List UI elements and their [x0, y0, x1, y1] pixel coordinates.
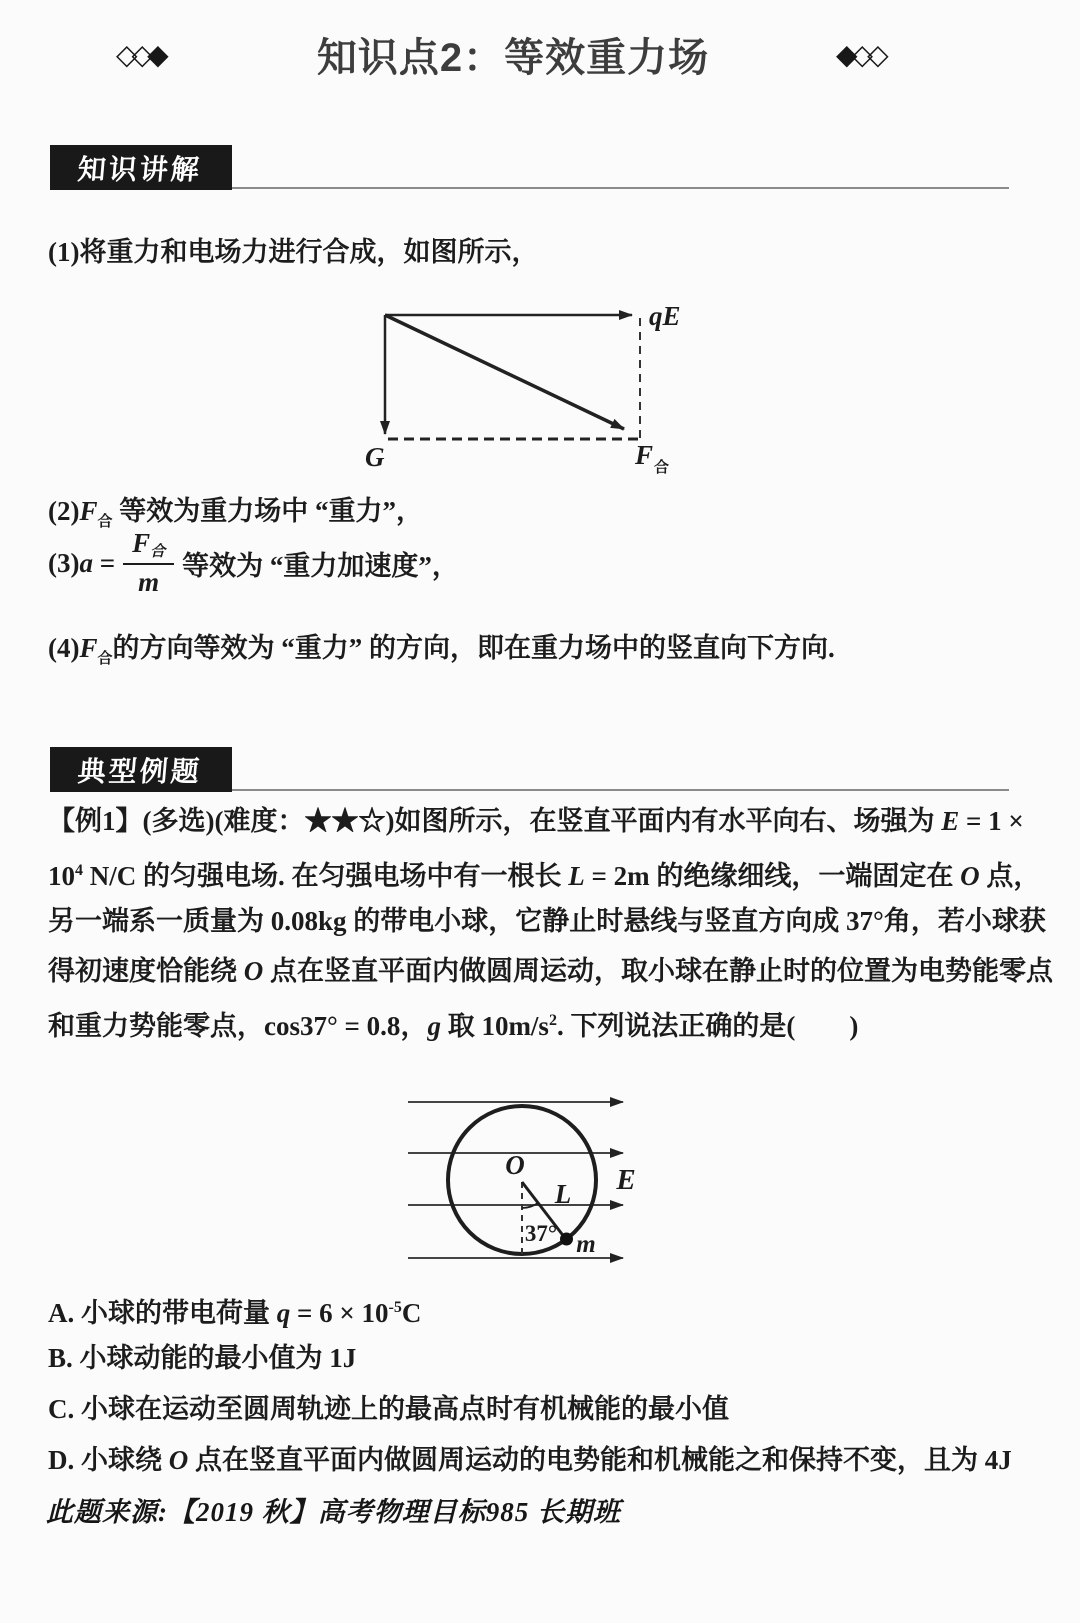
f-over-m-fraction: [123, 530, 174, 596]
pivot-point-label: O: [505, 1150, 525, 1180]
knowledge-section-header: [50, 145, 1009, 189]
gravity-label: G: [365, 442, 385, 472]
diamond-ornament-left-icon: ◇◇◆: [116, 38, 163, 71]
problem-line: 得初速度恰能绕 O 点在竖直平面内做圆周运动，取小球在静止时的位置为电势能零点: [48, 956, 1053, 986]
answer-options: [48, 1282, 1038, 1486]
problem-line: 另一端系一质量为 0.08kg 的带电小球，它静止时悬线与竖直方向成 37°角，若小球获: [48, 906, 1046, 936]
option-d: D. 小球绕 O 点在竖直平面内做圆周运动的电势能和机械能之和保持不变，且为 4J: [48, 1445, 1012, 1475]
knowledge-point-3: [48, 530, 459, 596]
diamond-ornament-right-icon: ◆◇◇: [836, 38, 883, 71]
option-b: B. 小球动能的最小值为 1J: [48, 1343, 357, 1373]
example-section-label-box: [50, 747, 232, 792]
electric-force-label: qE: [649, 301, 681, 331]
problem-line: $10^4$ N/C 的匀强电场. 在匀强电场中有一根长 L = 2m 的绝缘细线，一端固定在 O 点，: [48, 861, 1041, 891]
angle-label: 37°: [524, 1221, 558, 1246]
fraction-denominator: m: [138, 567, 160, 597]
problem-line: 和重力势能零点，cos37° = 0.8，g 取 $10m/s^2$. 下列说法正确的是( ): [48, 1011, 859, 1041]
knowledge-point-2: $(2)F_合$ 等效为重力场中 “重力”，: [48, 496, 424, 530]
knowledge-point-1: (1)将重力和电场力进行合成，如图所示，: [48, 237, 539, 267]
problem-line: 【例1】(多选)(难度：★★☆)如图所示，在竖直平面内有水平向右、场强为 E = 1 ×: [48, 806, 1024, 836]
knowledge-section-label-box: [50, 145, 232, 190]
field-label: E: [616, 1164, 636, 1196]
example-problem-text: [48, 796, 1053, 1046]
option-c: C. 小球在运动至圆周轨迹上的最高点时有机械能的最小值: [48, 1394, 729, 1424]
fraction-numerator: F合: [123, 530, 174, 565]
resultant-force-label: F: [635, 440, 654, 470]
example-section-header: [50, 747, 1009, 791]
knowledge-section-label: 知识讲解: [76, 153, 204, 185]
knowledge-point-3-suffix: 等效为 “重力加速度”，: [182, 550, 459, 581]
charged-ball-dot: [560, 1233, 573, 1246]
option-a: A. 小球的带电荷量 $q = 6 \times 10^{-5}C$: [48, 1298, 422, 1328]
string-length-label: L: [554, 1179, 572, 1209]
resultant-force-label-subscript: 合: [654, 459, 670, 476]
resultant-force-vector: [385, 315, 624, 429]
source-note: 此题来源:【2019 秋】高考物理目标985 长期班: [46, 1497, 621, 1527]
knowledge-point-3-prefix: (3)a =: [48, 547, 116, 578]
circular-motion-diagram: [395, 1082, 660, 1274]
example-section-label: 典型例题: [76, 755, 204, 787]
knowledge-point-4: $(4)F_合$的方向等效为 “重力” 的方向，即在重力场中的竖直向下方向.: [48, 633, 835, 667]
ball-mass-label: m: [576, 1231, 596, 1258]
page-title: 知识点2：等效重力场: [316, 36, 710, 80]
force-composition-diagram: [352, 288, 687, 480]
